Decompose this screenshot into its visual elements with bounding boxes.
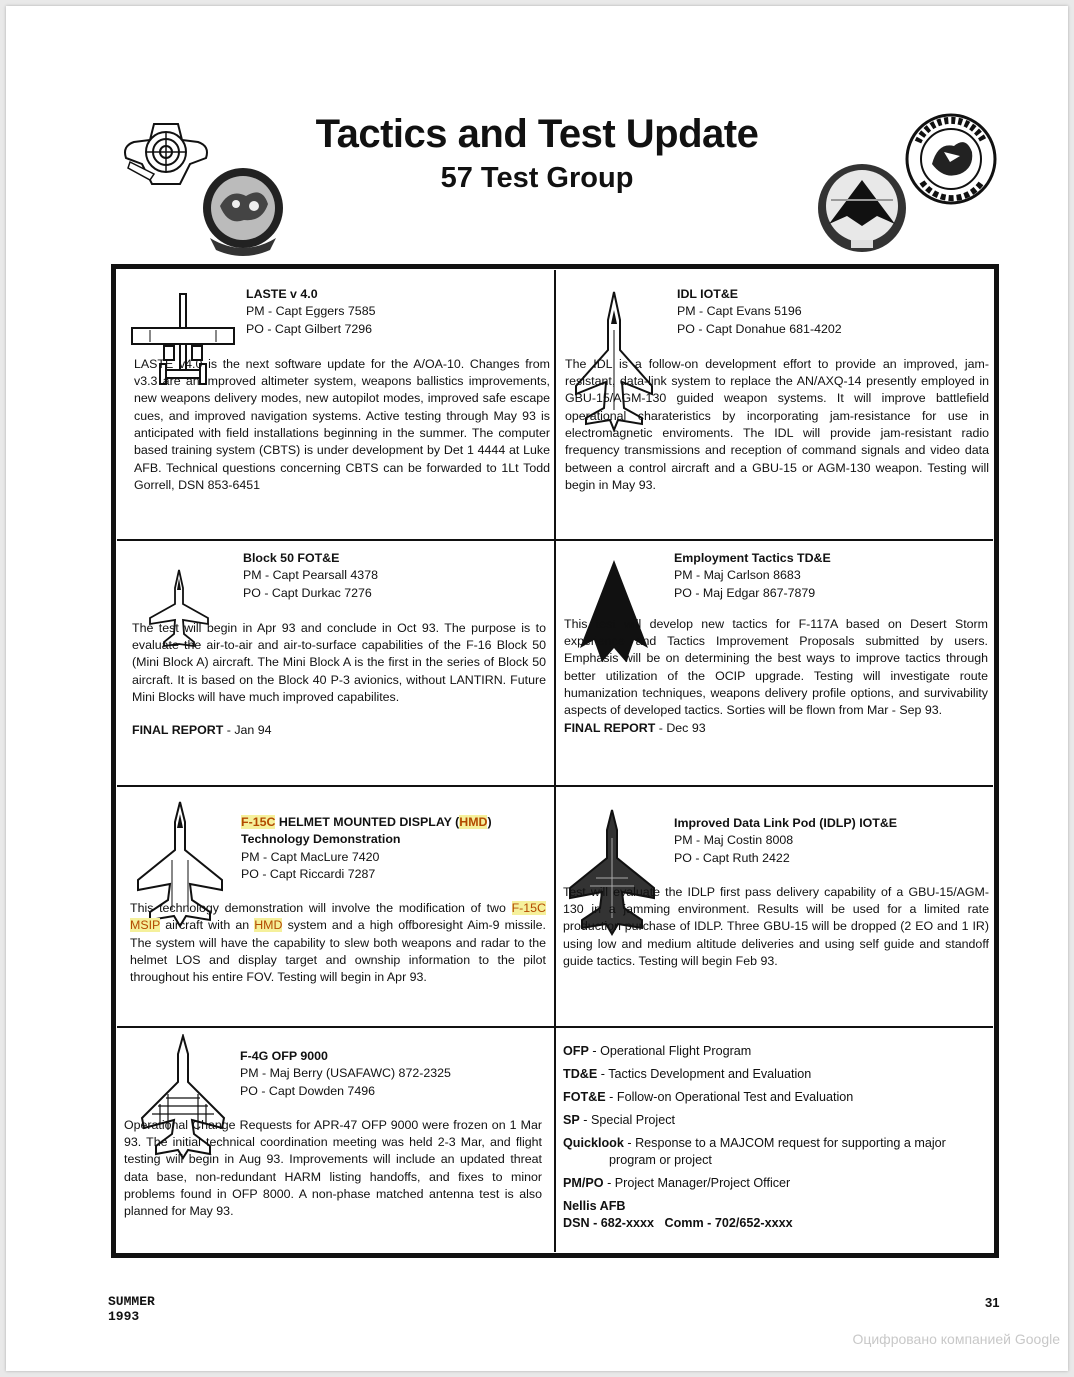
block50-title: Block 50 FOT&E: [243, 551, 340, 565]
employment-pm: PM - Maj Carlson 8683: [674, 568, 801, 583]
employment-title: Employment Tactics TD&E: [674, 551, 831, 565]
idlp-po: PO - Capt Ruth 2422: [674, 850, 790, 865]
laste-po: PO - Capt Gilbert 7296: [246, 321, 373, 336]
idl-pm: PM - Capt Evans 5196: [677, 304, 802, 319]
block50-po: PO - Capt Durkac 7276: [243, 585, 372, 600]
hmd-po: PO - Capt Riccardi 7287: [241, 866, 376, 881]
row-divider: [117, 1026, 993, 1028]
idlp-pm: PM - Maj Costin 8008: [674, 833, 794, 848]
glossary-item: SP - Special Project: [563, 1113, 676, 1127]
glossary-section: [563, 1043, 983, 1232]
glossary-item: PM/PO - Project Manager/Project Officer: [563, 1176, 791, 1190]
contact-info: Nellis AFB DSN - 682-xxxx Comm - 702/652-xxxx: [563, 1199, 793, 1230]
f4g-po: PO - Capt Dowden 7496: [240, 1083, 375, 1098]
f4g-title: F-4G OFP 9000: [240, 1049, 328, 1063]
f4g-body: Operational Change Requests for APR-47 OFP 9000 were frozen on 1 Mar 93. The initial technical coordination meeting was held 2-3 Mar, and flight testing will begin in Aug 93. Improvements will include an updated threat data base, non-redundant HARM listing handoffs, and fixes to minor problems found in OFP 8000. A non-phase matched antenna test is also planned for May 93.: [124, 1117, 542, 1219]
idl-title: IDL IOT&E: [677, 287, 739, 301]
idlp-title: Improved Data Link Pod (IDLP) IOT&E: [674, 816, 898, 830]
hmd-section: [130, 814, 546, 987]
page-subtitle: 57 Test Group: [440, 162, 634, 194]
idl-po: PO - Capt Donahue 681-4202: [677, 321, 842, 336]
idl-body: The IDL is a follow-on development effort to provide an improved, jam-resistant, data-link system to replace the AN/AXQ-14 presently employed in GBU-15/AGM-130 guided weapon systems. It will improve battlefield operational charateristics by incorporating jam-resistance for use in electromagnetic enviroments. The IDL will provide jam-resistant radio frequency transmissions and reception of command signals and video data between a control aircraft and a GBU-15 or AGM-130 weapon. Testing will begin in May 93.: [565, 356, 989, 492]
row-divider: [117, 539, 993, 541]
f4g-pm: PM - Maj Berry (USAFAWC) 872-2325: [240, 1066, 451, 1081]
employment-section: [564, 550, 988, 737]
block50-final-report: FINAL REPORT - Jan 94: [132, 723, 272, 738]
laste-section: [134, 286, 550, 494]
block50-pm: PM - Capt Pearsall 4378: [243, 568, 378, 583]
f4g-section: [124, 1048, 542, 1221]
row-divider: [117, 785, 993, 787]
hmd-pm: PM - Capt MacLure 7420: [241, 849, 380, 864]
employment-po: PO - Maj Edgar 867-7879: [674, 585, 816, 600]
laste-pm: PM - Capt Eggers 7585: [246, 304, 376, 319]
block50-section: [132, 550, 546, 740]
glossary-item: FOT&E - Follow-on Operational Test and Evaluation: [563, 1090, 854, 1104]
digitized-watermark: Оцифровано компанией Google: [852, 1331, 1060, 1347]
hmd-subtitle: Technology Demonstration: [241, 832, 401, 847]
idlp-body: Test will evaluate the IDLP first pass delivery capability of a GBU-15/AGM-130 in a jamming environment. Results will be used for a limited rate production purchase of IDLP. Three GBU-15 will be dropped (2 EO and 1 IR) using low and medium altitude deliveries and using self guide and standoff guide tactics. Testing will begin Feb 93.: [563, 884, 989, 969]
glossary-item: OFP - Operational Flight Program: [563, 1044, 752, 1058]
hmd-title: F-15C HELMET MOUNTED DISPLAY (HMD): [241, 815, 492, 829]
employment-body: This test will develop new tactics for F-117A based on Desert Storm experience and Tactics Improvement Proposals submitted by users. Emphasis will be on determining the best ways to improve tactics through better utilization of the OCIP upgrade. Testing will investigate route humanization techniques, weapons delivery profile options, and survivability aspects of developed tactics. Sorties will be flown from Mar - Sep 93.: [564, 616, 988, 718]
page-title: Tactics and Test Update: [315, 112, 759, 156]
laste-body: LASTE v4.0 is the next software update for the A/OA-10. Changes from v3.3 are an improved altimeter system, weapons ballistics improvements, new weapons delivery modes, new autopilot modes, improved safe escape cues, and improved navigation systems. Active testing through May 93 is anticipated with field installations beginning in the summer. The computer based training system (CBTS) is under development by Det 1 4444 at Luke AFB. Technical questions concerning CBTS can be forwarded to 1Lt Todd Gorrell, DSN 853-6451: [134, 356, 550, 492]
hmd-body: This technology demonstration will involve the modification of two F-15C MSIP aircraft with an HMD system and a high offboresight Aim-9 missile. The system will have the capability to slew both weapons and radar to the helmet LOS and display target and ownship information to the pilot throughout his entire FOV. Testing will begin in Apr 93.: [130, 901, 546, 985]
employment-final-report: FINAL REPORT - Dec 93: [564, 720, 706, 735]
page-number: 31: [985, 1295, 1000, 1310]
issue-date: SUMMER 1993: [108, 1294, 155, 1324]
glossary-item: Quicklook - Response to a MAJCOM request for supporting a major program or project: [563, 1136, 946, 1167]
idlp-section: [563, 815, 989, 970]
block50-body: The test will begin in Apr 93 and conclude in Oct 93. The purpose is to evaluate the air-to-air and air-to-surface capabilities of the F-16 Block 50 (Mini Block A) aircraft. The Mini Block A is the first in the series of Block 50 aircraft. It is based on the Block 40 P-3 avionics, without LANTIRN. Future Mini Blocks will have much improved capabilites.: [132, 620, 546, 705]
idl-section: [565, 286, 989, 494]
column-divider: [554, 270, 556, 1252]
glossary-item: TD&E - Tactics Development and Evaluation: [563, 1067, 812, 1081]
laste-title: LASTE v 4.0: [246, 287, 318, 301]
